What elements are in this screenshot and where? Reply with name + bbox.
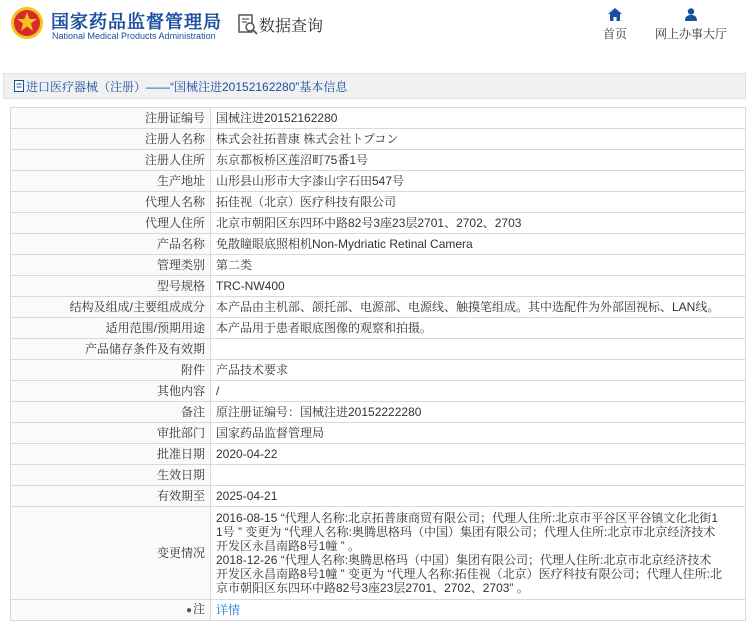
pin-icon: ● — [185, 605, 192, 616]
field-label: 产品储存条件及有效期 — [11, 339, 211, 360]
field-value — [211, 465, 746, 486]
brand-title: 国家药品监督管理局 — [51, 12, 222, 32]
table-row — [11, 465, 746, 486]
field-value: 拓佳视（北京）医疗科技有限公司 — [211, 192, 746, 213]
field-label: 代理人住所 — [11, 213, 211, 234]
nav-online-hall-label: 网上办事大厅 — [654, 27, 727, 41]
record-title: 进口医疗器械（注册）——“国械注进20152162280”基本信息 — [26, 80, 348, 94]
field-value: / — [211, 381, 746, 402]
field-value: 本产品由主机部、颌托部、电源部、电源线、触摸笔组成。其中选配件为外部固视标、LAN线。 — [211, 297, 746, 318]
note-label: 注 — [192, 602, 205, 616]
data-query-title: 数据查询 — [259, 18, 324, 35]
table-row — [11, 381, 746, 402]
table-row — [11, 171, 746, 192]
field-value: TRC-NW400 — [211, 276, 746, 297]
table-row — [11, 276, 746, 297]
table-row — [11, 423, 746, 444]
field-value: 山形县山形市大字漆山字石田547号 — [211, 171, 746, 192]
record-title-bar — [3, 73, 746, 99]
change-line: 开发区永昌南路8号1幢 ” 。 — [216, 539, 361, 553]
home-icon — [608, 8, 622, 21]
change-line: 1号 ” 变更为 “代理人名称:奥腾思格玛（中国）集团有限公司；代理人住所:北京市北京经济技术 — [216, 525, 716, 539]
table-row-change-history — [11, 507, 746, 600]
document-icon — [14, 80, 24, 92]
table-row — [11, 444, 746, 465]
field-label: 审批部门 — [11, 423, 211, 444]
field-value: 北京市朝阳区东四环中路82号3座23层2701、2702、2703 — [211, 213, 746, 234]
field-value: 国家药品监督管理局 — [211, 423, 746, 444]
field-value: 产品技术要求 — [211, 360, 746, 381]
nav-home[interactable] — [600, 8, 630, 42]
field-label: 适用范围/预期用途 — [11, 318, 211, 339]
nav-online-hall[interactable] — [652, 8, 730, 42]
field-value: 第二类 — [211, 255, 746, 276]
field-value: 原注册证编号：国械注进20152222280 — [211, 402, 746, 423]
data-query-icon — [238, 14, 258, 36]
field-label: 产品名称 — [11, 234, 211, 255]
change-line: 开发区永昌南路8号1幢 ” 变更为 “代理人名称:拓佳视（北京）医疗科技有限公司；代理人住所:北 — [216, 567, 723, 581]
field-value: 免散瞳眼底照相机Non-Mydriatic Retinal Camera — [211, 234, 746, 255]
note-label-cell — [11, 600, 211, 621]
field-label: 有效期至 — [11, 486, 211, 507]
site-header — [0, 0, 746, 62]
field-label: 生产地址 — [11, 171, 211, 192]
change-line: 京市朝阳区东四环中路82号3座23层2701、2702、2703” 。 — [216, 581, 529, 595]
field-value: 2025-04-21 — [211, 486, 746, 507]
field-label: 管理类别 — [11, 255, 211, 276]
note-value-cell — [211, 600, 746, 621]
nav-home-label: 首页 — [602, 27, 627, 41]
table-row — [11, 150, 746, 171]
table-row — [11, 255, 746, 276]
field-label: 批准日期 — [11, 444, 211, 465]
field-label: 注册证编号 — [11, 108, 211, 129]
field-label: 变更情况 — [11, 507, 211, 600]
field-label: 生效日期 — [11, 465, 211, 486]
field-label: 其他内容 — [11, 381, 211, 402]
change-line: 2016-08-15 “代理人名称:北京拓普康商贸有限公司；代理人住所:北京市平谷区平谷镇文化北街1 — [216, 511, 719, 525]
table-row — [11, 318, 746, 339]
field-value: 东京都板桥区莲沼町75番1号 — [211, 150, 746, 171]
field-label: 附件 — [11, 360, 211, 381]
registration-detail-table — [10, 107, 746, 621]
table-row — [11, 192, 746, 213]
field-label: 备注 — [11, 402, 211, 423]
field-label: 代理人名称 — [11, 192, 211, 213]
field-value: 株式会社拓普康 株式会社トプコン — [211, 129, 746, 150]
table-row — [11, 360, 746, 381]
details-link[interactable]: 详情 — [216, 603, 241, 617]
change-line: 2018-12-26 “代理人名称:奥腾思格玛（中国）集团有限公司；代理人住所:北京市北京经济技术 — [216, 553, 712, 567]
field-label: 结构及组成/主要组成成分 — [11, 297, 211, 318]
table-row — [11, 402, 746, 423]
table-row — [11, 234, 746, 255]
table-row — [11, 486, 746, 507]
table-row — [11, 213, 746, 234]
field-value — [211, 339, 746, 360]
table-row — [11, 108, 746, 129]
brand-subtitle: National Medical Products Administration — [52, 31, 216, 41]
field-value: 本产品用于患者眼底图像的观察和拍摄。 — [211, 318, 746, 339]
emblem-logo-icon — [10, 6, 44, 40]
field-label: 注册人名称 — [11, 129, 211, 150]
table-row — [11, 297, 746, 318]
field-label: 注册人住所 — [11, 150, 211, 171]
table-row — [11, 129, 746, 150]
table-row — [11, 339, 746, 360]
change-history-value — [211, 507, 746, 600]
user-icon — [684, 8, 698, 21]
field-value: 国械注进20152162280 — [211, 108, 746, 129]
table-row-note — [11, 600, 746, 621]
field-label: 型号规格 — [11, 276, 211, 297]
field-value: 2020-04-22 — [211, 444, 746, 465]
